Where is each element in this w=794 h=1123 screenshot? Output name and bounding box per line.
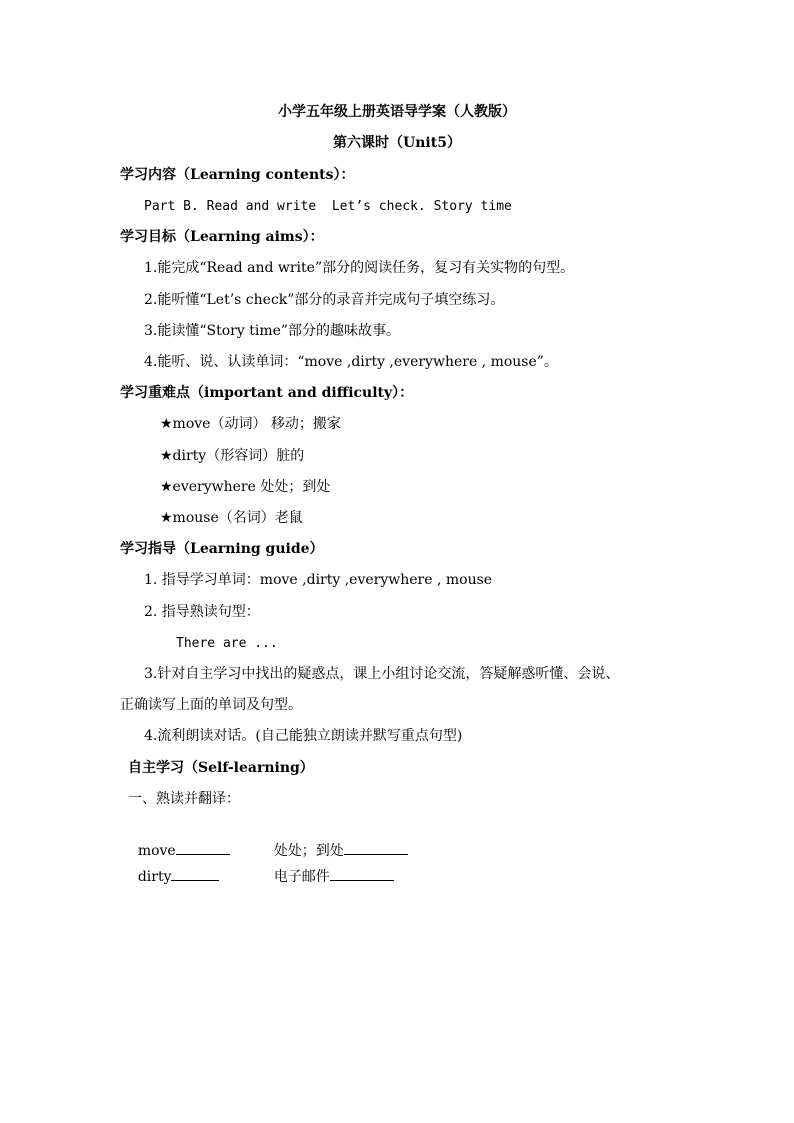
guide-item: 3.针对自主学习中找出的疑惑点，课上小组讨论交流，答疑解惑听懂、会说、 [144,666,620,682]
guide-item: 4.流利朗读对话。(自己能独立朗读并默写重点句型) [144,728,463,744]
word-prompt: 处处；到处 [273,843,344,859]
guide-item: 1. 指导学习单词：move ,dirty ,everywhere , mouse [144,572,493,588]
difficulty-heading: 学习重难点（important and difficulty）： [120,385,414,401]
word-prompt: move [137,843,176,859]
exercise-row [120,848,219,904]
difficulty-item: ★dirty（形容词）脏的 [160,448,305,464]
answer-blank[interactable] [330,866,394,881]
page-title: 小学五年级上册英语导学案（人教版） [278,104,516,120]
answer-blank[interactable] [171,866,219,881]
difficulty-item: ★mouse（名词）老鼠 [160,510,303,526]
difficulty-item: ★move（动词） 移动；搬家 [160,416,341,432]
self-learning-heading: 自主学习（Self-learning） [128,760,314,776]
sentence-pattern: There are ... [176,636,278,651]
exercise-title: 一、熟读并翻译： [128,791,240,807]
aim-item: 2.能听懂“Let’s check”部分的录音并完成句子填空练习。 [144,292,505,308]
aims-heading: 学习目标（Learning aims）： [120,229,324,245]
lesson-subtitle: 第六课时（Unit5） [333,135,461,151]
guide-item-continued: 正确读写上面的单词及句型。 [120,697,302,713]
aim-item: 4.能听、说、认读单词：“move ,dirty ,everywhere , mouse”。 [144,354,558,370]
aim-item: 3.能读懂“Story time”部分的趣味故事。 [144,323,401,339]
guide-heading: 学习指导（Learning guide） [120,541,324,557]
contents-heading: 学习内容（Learning contents）： [120,167,355,183]
exercise-row [256,848,394,904]
word-prompt: dirty [137,869,172,885]
difficulty-item: ★everywhere 处处；到处 [160,479,331,495]
contents-text: Part B. Read and write Let’s check. Story time [144,199,512,214]
word-prompt: 电子邮件 [273,869,330,885]
guide-item: 2. 指导熟读句型： [144,604,260,620]
aim-item: 1.能完成“Read and write”部分的阅读任务，复习有关实物的句型。 [144,260,575,276]
